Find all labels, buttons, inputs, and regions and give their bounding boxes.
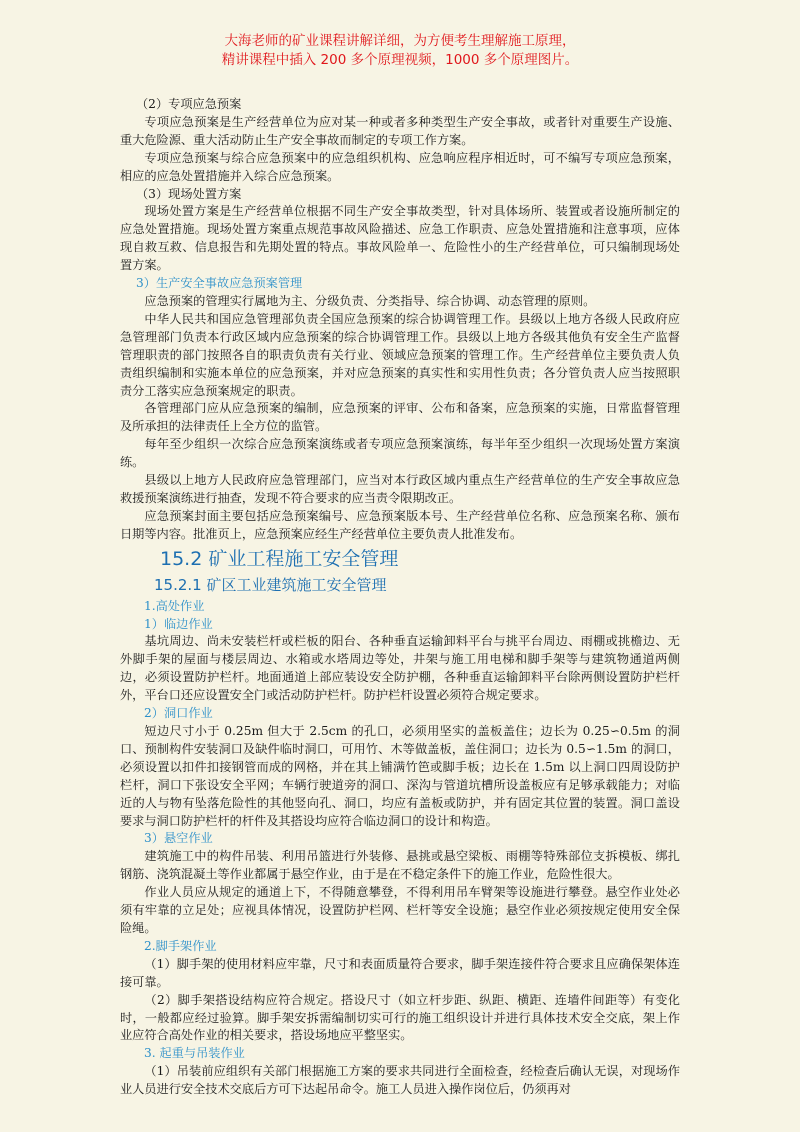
paragraph: 中华人民共和国应急管理部负责全国应急预案的综合协调管理工作。县级以上地方各级人民政府应急管理部门负责本行政区域内应急预案的综合协调管理工作。县级以上地方各级其他负有安全生产监督管理职责的部门按照各自的职责负责有关行业、领域应急预案的管理工作。生产经营单位主要负责人负责组织编制和实施本单位的应急预案，并对应急预案的真实性和实用性负责；各分管负责人应当按照职责分工落实应急预案规定的职责。 [120, 311, 680, 398]
document-body [120, 96, 680, 1099]
section-subheading: 2.脚手架作业 [144, 938, 217, 953]
paragraph: 各管理部门应从应急预案的编制，应急预案的评审、公布和备案，应急预案的实施，日常监督管理及所承担的法律责任上全方位的监管。 [120, 401, 680, 434]
paragraph: 现场处置方案是生产经营单位根据不同生产安全事故类型，针对具体场所、装置或者设施所制定的应急处置措施。现场处置方案重点规范事故风险描述、应急工作职责、应急处置措施和注意事项，应体现自救互救、信息报告和先期处置的特点。事故风险单一、危险性小的生产经营单位，可只编制现场处置方案。 [120, 204, 680, 273]
paragraph: 专项应急预案与综合应急预案中的应急组织机构、应急响应程序相近时，可不编写专项应急预案，相应的应急处置措施并入综合应急预案。 [120, 150, 680, 183]
section-subheading: 1.高处作业 [144, 598, 205, 613]
promo-line-2: 精讲课程中插入 200 多个原理视频，1000 多个原理图片。 [221, 52, 579, 68]
paragraph: 每年至少组织一次综合应急预案演练或者专项应急预案演练，每半年至少组织一次现场处置方案演练。 [120, 437, 680, 470]
section-subheading: 3）生产安全事故应急预案管理 [136, 276, 303, 291]
paragraph: （1）吊装前应组织有关部门根据施工方案的要求共同进行全面检查，经检查后确认无误，对现场作业人员进行安全技术交底后方可下达起吊命令。施工人员进入操作岗位后，仍须再对 [120, 1064, 680, 1097]
paragraph: 应急预案封面主要包括应急预案编号、应急预案版本号、生产经营单位名称、应急预案名称、颁布日期等内容。批准页上，应急预案应经生产经营单位主要负责人批准发布。 [120, 508, 680, 541]
paragraph: 应急预案的管理实行属地为主、分级负责、分类指导、综合协调、动态管理的原则。 [144, 293, 596, 308]
paragraph: （1）脚手架的使用材料应牢靠，尺寸和表面质量符合要求，脚手架连接件符合要求且应确保架体连接可靠。 [120, 956, 680, 989]
paragraph: 建筑施工中的构件吊装、利用吊篮进行外装修、悬挑或悬空梁板、雨棚等特殊部位支拆模板、绑扎钢筋、浇筑混凝土等作业都属于悬空作业，由于是在不稳定条件下的施工作业，危险性很大。 [120, 849, 680, 882]
paragraph: 县级以上地方人民政府应急管理部门，应当对本行政区域内重点生产经营单位的生产安全事故应急救援预案演练进行抽查，发现不符合要求的应当责令限期改正。 [120, 473, 680, 505]
section-subheading: 3）悬空作业 [144, 831, 213, 846]
promo-line-1: 大海老师的矿业课程讲解详细，为方便考生理解施工原理， [224, 33, 576, 49]
sub-heading: （3）现场处置方案 [136, 186, 242, 201]
paragraph: 基坑周边、尚未安装栏杆或栏板的阳台、各种垂直运输卸料平台与挑平台周边、雨棚或挑檐边、无外脚手架的屋面与楼层周边、水箱或水塔周边等处，井架与施工用电梯和脚手架等与建筑物通道两侧边，必须设置防护栏杆。地面通道上部应装设安全防护棚，各种垂直运输卸料平台除两侧设置防护栏杆外，平台口还应设置安全门或活动防护栏杆。防护栏杆设置必须符合规定要求。 [120, 634, 680, 703]
sub-heading: （2）专项应急预案 [136, 97, 242, 111]
section-subheading: 3. 起重与吊装作业 [144, 1046, 245, 1061]
section-subheading: 1）临边作业 [144, 616, 213, 631]
paragraph: （2）脚手架搭设结构应符合规定。搭设尺寸（如立杆步距、纵距、横距、连墙件间距等）有变化时，一般都应经过验算。脚手架安拆需编制切实可行的施工组织设计并进行具体技术安全交底，架上作业应符合高处作业的相关要求，搭设场地应平整坚实。 [120, 992, 680, 1043]
subsection-heading: 15.2.1 矿区工业建筑施工安全管理 [154, 575, 387, 594]
paragraph: 作业人员应从规定的通道上下，不得随意攀登，不得利用吊车臂架等设施进行攀登。悬空作业处必须有牢靠的立足处；应视具体情况，设置防护栏网、栏杆等安全设施；悬空作业必须按规定使用安全保险绳。 [120, 885, 680, 935]
section-heading: 15.2 矿业工程施工安全管理 [160, 547, 399, 570]
paragraph: 专项应急预案是生产经营单位为应对某一种或者多种类型生产安全事故，或者针对重要生产设施、重大危险源、重大活动防止生产安全事故而制定的专项工作方案。 [120, 114, 680, 147]
section-subheading: 2）洞口作业 [144, 706, 213, 721]
promo-banner [0, 32, 800, 70]
paragraph: 短边尺寸小于 0.25m 但大于 2.5cm 的孔口，必须用坚实的盖板盖住；边长为 0.25∽0.5m 的洞口、预制构件安装洞口及缺件临时洞口，可用竹、木等做盖板，盖住洞口；边长为 0.5∽1.5m 的洞口，必须设置以扣件扣接钢管而成的网格，并在其上铺满竹笆或脚手板；边长在 1.5m 以上洞口四周设防护栏杆，洞口下张设安全平网；车辆行驶道旁的洞口、深沟与管道坑槽所设盖板应有足够承载能力；对临近的人与物有坠落危险性的其他竖向孔、洞口，均应有盖板或防护，并有固定其位置的装置。洞口盖设要求与洞口防护栏杆的杆件及其搭设均应符合临边洞口的设计和构造。 [120, 724, 680, 828]
